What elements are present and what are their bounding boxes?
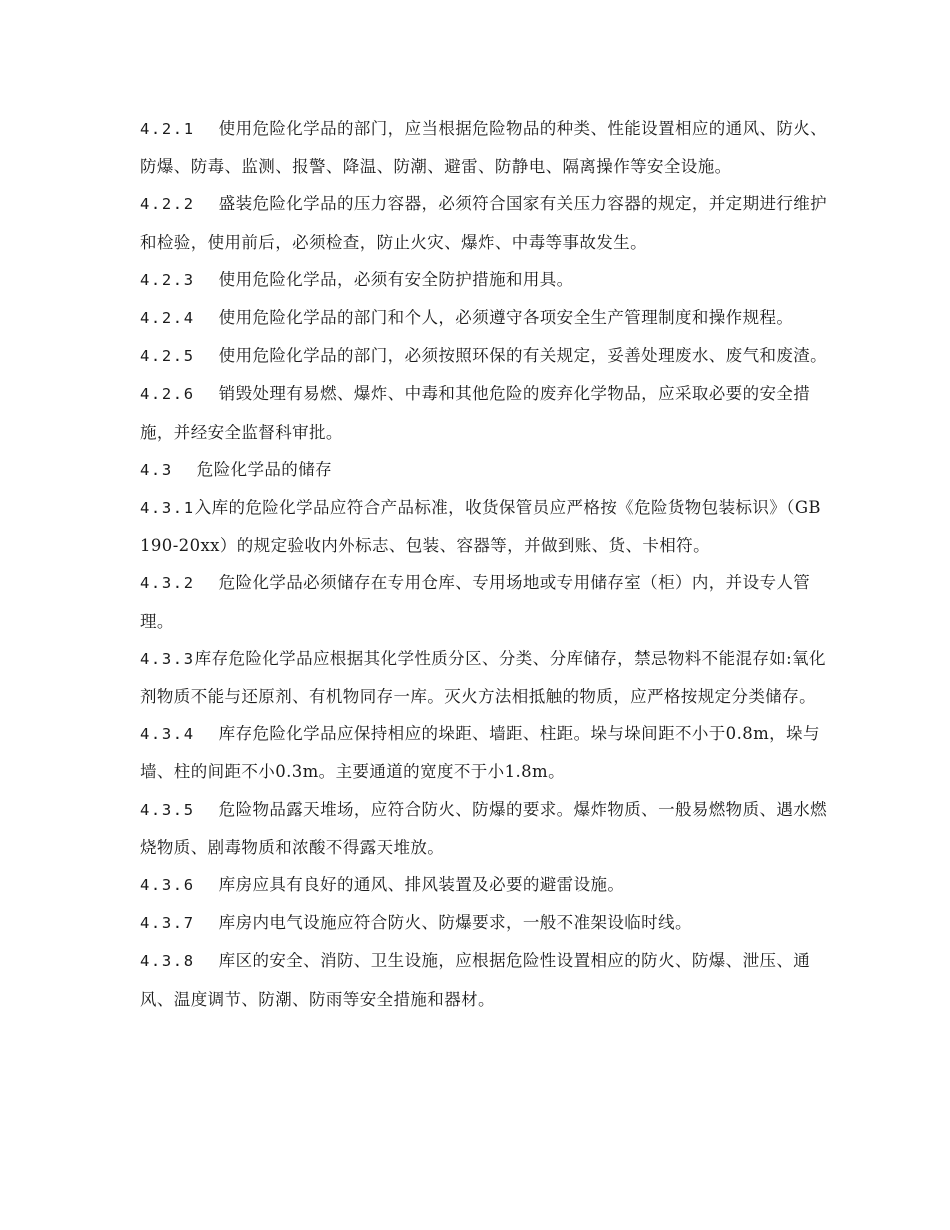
paragraph-4-2-4 <box>140 299 830 337</box>
clause-number: 4.3.8 <box>140 952 195 971</box>
paragraph-4-3-5 <box>140 791 830 866</box>
paragraph-4-3-8 <box>140 942 830 1017</box>
paragraph-4-2-2 <box>140 185 830 260</box>
paragraph-4-3-4 <box>140 715 830 790</box>
clause-text: 盛装危险化学品的压力容器，必须符合国家有关压力容器的规定，并定期进行维护和检验，使用前后，必须检查，防止火灾、爆炸、中毒等事故发生。 <box>140 194 828 252</box>
paragraph-4-3-6 <box>140 866 830 904</box>
clause-number: 4.2.1 <box>140 120 195 138</box>
clause-text: 使用危险化学品，必须有安全防护措施和用具。 <box>218 269 574 289</box>
paragraph-4-3-3 <box>140 640 830 715</box>
clause-text: 库存危险化学品应保持相应的垛距、墙距、柱距。垛与垛间距不小于0.8m，垛与墙、柱的间距不小0.3m。主要通道的宽度不于小1.8m。 <box>140 724 820 782</box>
clause-number: 4.2.5 <box>140 347 195 366</box>
clause-number: 4.3.6 <box>140 876 195 895</box>
document-body <box>140 110 830 1018</box>
clause-number: 4.2.4 <box>140 309 195 328</box>
clause-number: 4.3.2 <box>140 574 195 593</box>
section-number: 4.3 <box>140 460 173 479</box>
paragraph-4-2-1 <box>140 110 830 185</box>
clause-text: 库房应具有良好的通风、排风装置及必要的避雷设施。 <box>218 875 625 895</box>
clause-text: 销毁处理有易燃、爆炸、中毒和其他危险的废弃化学物品，应采取必要的安全措施，并经安全监督科审批。 <box>140 384 811 442</box>
clause-text: 使用危险化学品的部门，必须按照环保的有关规定，妥善处理废水、废气和废渣。 <box>218 346 828 366</box>
paragraph-4-3-7 <box>140 904 830 942</box>
clause-text: 使用危险化学品的部门，应当根据危险物品的种类、性能设置相应的通风、防火、防爆、防毒、监测、报警、降温、防潮、避雷、防静电、隔离操作等安全设施。 <box>140 119 828 177</box>
clause-text: 入库的危险化学品应符合产品标准，收货保管员应严格按《危险货物包装标识》（GB190-20xx）的规定验收内外标志、包装、容器等，并做到账、货、卡相符。 <box>140 498 821 556</box>
clause-number: 4.2.2 <box>140 195 195 214</box>
paragraph-4-2-5 <box>140 337 830 375</box>
section-title: 危险化学品的储存 <box>196 459 332 479</box>
clause-number: 4.3.1 <box>140 499 195 518</box>
clause-number: 4.3.7 <box>140 914 195 933</box>
section-heading-4-3 <box>140 451 830 489</box>
clause-number: 4.3.3 <box>140 649 195 668</box>
clause-number: 4.3.5 <box>140 800 195 819</box>
clause-number: 4.2.6 <box>140 385 195 404</box>
clause-text: 库存危险化学品应根据其化学性质分区、分类、分库储存，禁忌物料不能混存如:氧化剂物质不能与还原剂、有机物同存一库。灭火方法相抵触的物质，应严格按规定分类储存。 <box>140 648 826 707</box>
clause-number: 4.2.3 <box>140 270 195 289</box>
clause-text: 使用危险化学品的部门和个人，必须遵守各项安全生产管理制度和操作规程。 <box>218 308 794 328</box>
clause-text: 库房内电气设施应符合防火、防爆要求，一般不准架设临时线。 <box>218 913 692 933</box>
paragraph-4-2-3 <box>140 261 830 299</box>
clause-number: 4.3.4 <box>140 725 195 744</box>
paragraph-4-3-1 <box>140 489 830 564</box>
clause-text: 库区的安全、消防、卫生设施，应根据危险性设置相应的防火、防爆、泄压、通风、温度调节、防潮、防雨等安全措施和器材。 <box>140 951 811 1009</box>
clause-text: 危险化学品必须储存在专用仓库、专用场地或专用储存室（柜）内，并设专人管理。 <box>140 573 811 631</box>
clause-text: 危险物品露天堆场，应符合防火、防爆的要求。爆炸物质、一般易燃物质、遇水燃烧物质、剧毒物质和浓酸不得露天堆放。 <box>140 799 828 857</box>
paragraph-4-2-6 <box>140 375 830 450</box>
paragraph-4-3-2 <box>140 564 830 639</box>
